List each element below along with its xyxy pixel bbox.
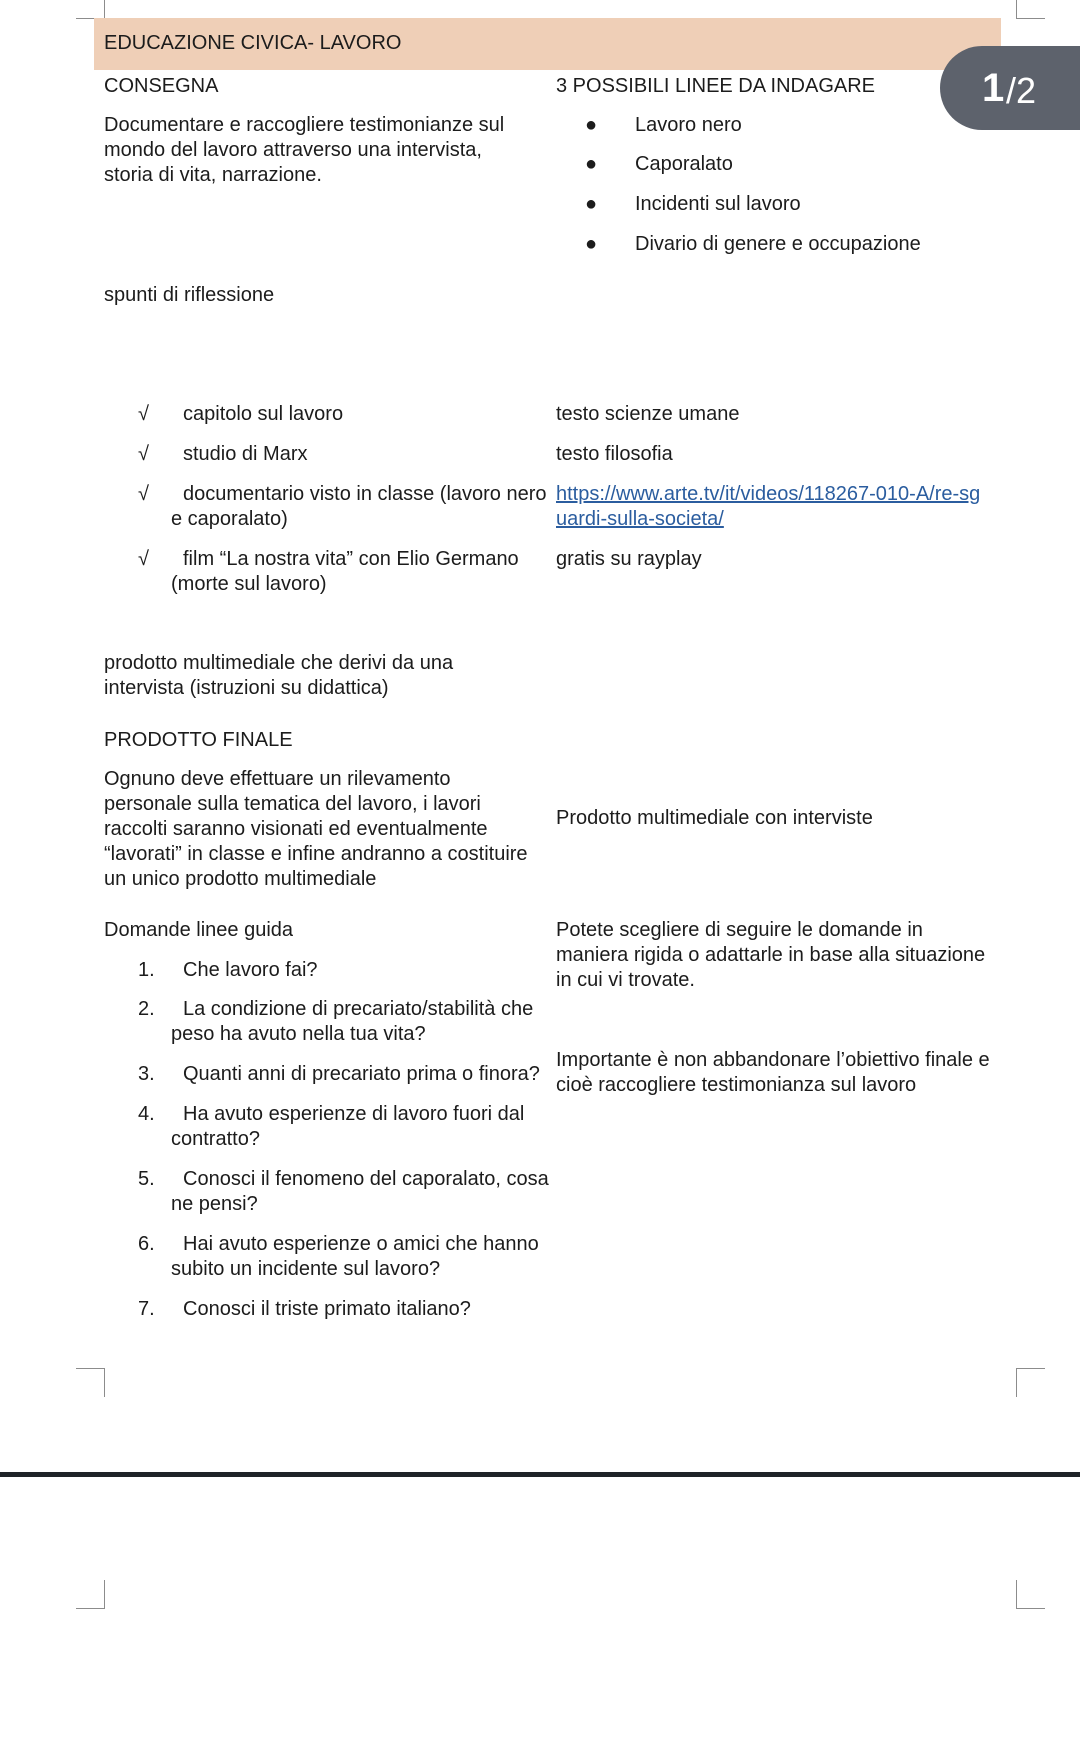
page-indicator — [940, 46, 1080, 130]
consegna-text: Documentare e raccogliere testimonianze sul mondo del lavoro attraverso una intervista, storia di vita, narrazione. — [104, 114, 505, 186]
crop-mark-bottom-left — [76, 1368, 105, 1397]
check-icon: √ — [138, 483, 149, 505]
title-band — [94, 18, 1001, 70]
check-icon: √ — [138, 403, 149, 425]
crop-mark-top-right — [1016, 0, 1045, 19]
crop-mark-next-page-right — [1016, 1580, 1045, 1609]
bullet-icon: ● — [585, 233, 598, 255]
document-title: EDUCAZIONE CIVICA- LAVORO — [104, 32, 402, 54]
total-pages: /2 — [1006, 70, 1037, 111]
arte-video-link[interactable]: https://www.arte.tv/it/videos/118267-010-A/re-sguardi-sulla-societa/ — [556, 483, 981, 530]
spunti-heading: spunti di riflessione — [104, 284, 275, 306]
current-page: 1 — [982, 66, 1005, 110]
bullet-icon: ● — [585, 114, 598, 136]
bullet-icon: ● — [585, 153, 598, 175]
domande-note: Importante è non abbandonare l’obiettivo finale e cioè raccogliere testimonianza sul lavoro — [556, 1049, 990, 1096]
linee-heading: 3 POSSIBILI LINEE DA INDAGARE — [556, 75, 876, 97]
prodotto-right: Prodotto multimediale con interviste — [556, 807, 873, 829]
spunti-source: gratis su rayplay — [556, 548, 702, 570]
prodotto-heading: PRODOTTO FINALE — [104, 729, 293, 751]
spunti-source: testo scienze umane — [556, 403, 740, 425]
prodotto-intro: prodotto multimediale che derivi da una intervista (istruzioni su didattica) — [104, 652, 454, 699]
prodotto-text: Ognuno deve effettuare un rilevamento personale sulla tematica del lavoro, i lavori raccolti saranno visionati ed eventualmente “lavorati” in classe e infine andranno a costituire un unico prodotto multimediale — [104, 768, 528, 890]
crop-mark-bottom-right — [1016, 1368, 1045, 1397]
crop-mark-top-left — [76, 0, 105, 19]
domande-heading: Domande linee guida — [104, 919, 294, 941]
check-icon: √ — [138, 548, 149, 570]
bullet-icon: ● — [585, 193, 598, 215]
check-icon: √ — [138, 443, 149, 465]
spunti-source: testo filosofia — [556, 443, 673, 465]
domande-note: Potete scegliere di seguire le domande in maniera rigida o adattarle in base alla situazione in cui vi trovate. — [556, 919, 986, 991]
crop-mark-next-page-left — [76, 1580, 105, 1609]
consegna-heading: CONSEGNA — [104, 75, 219, 97]
page-separator — [0, 1472, 1080, 1477]
